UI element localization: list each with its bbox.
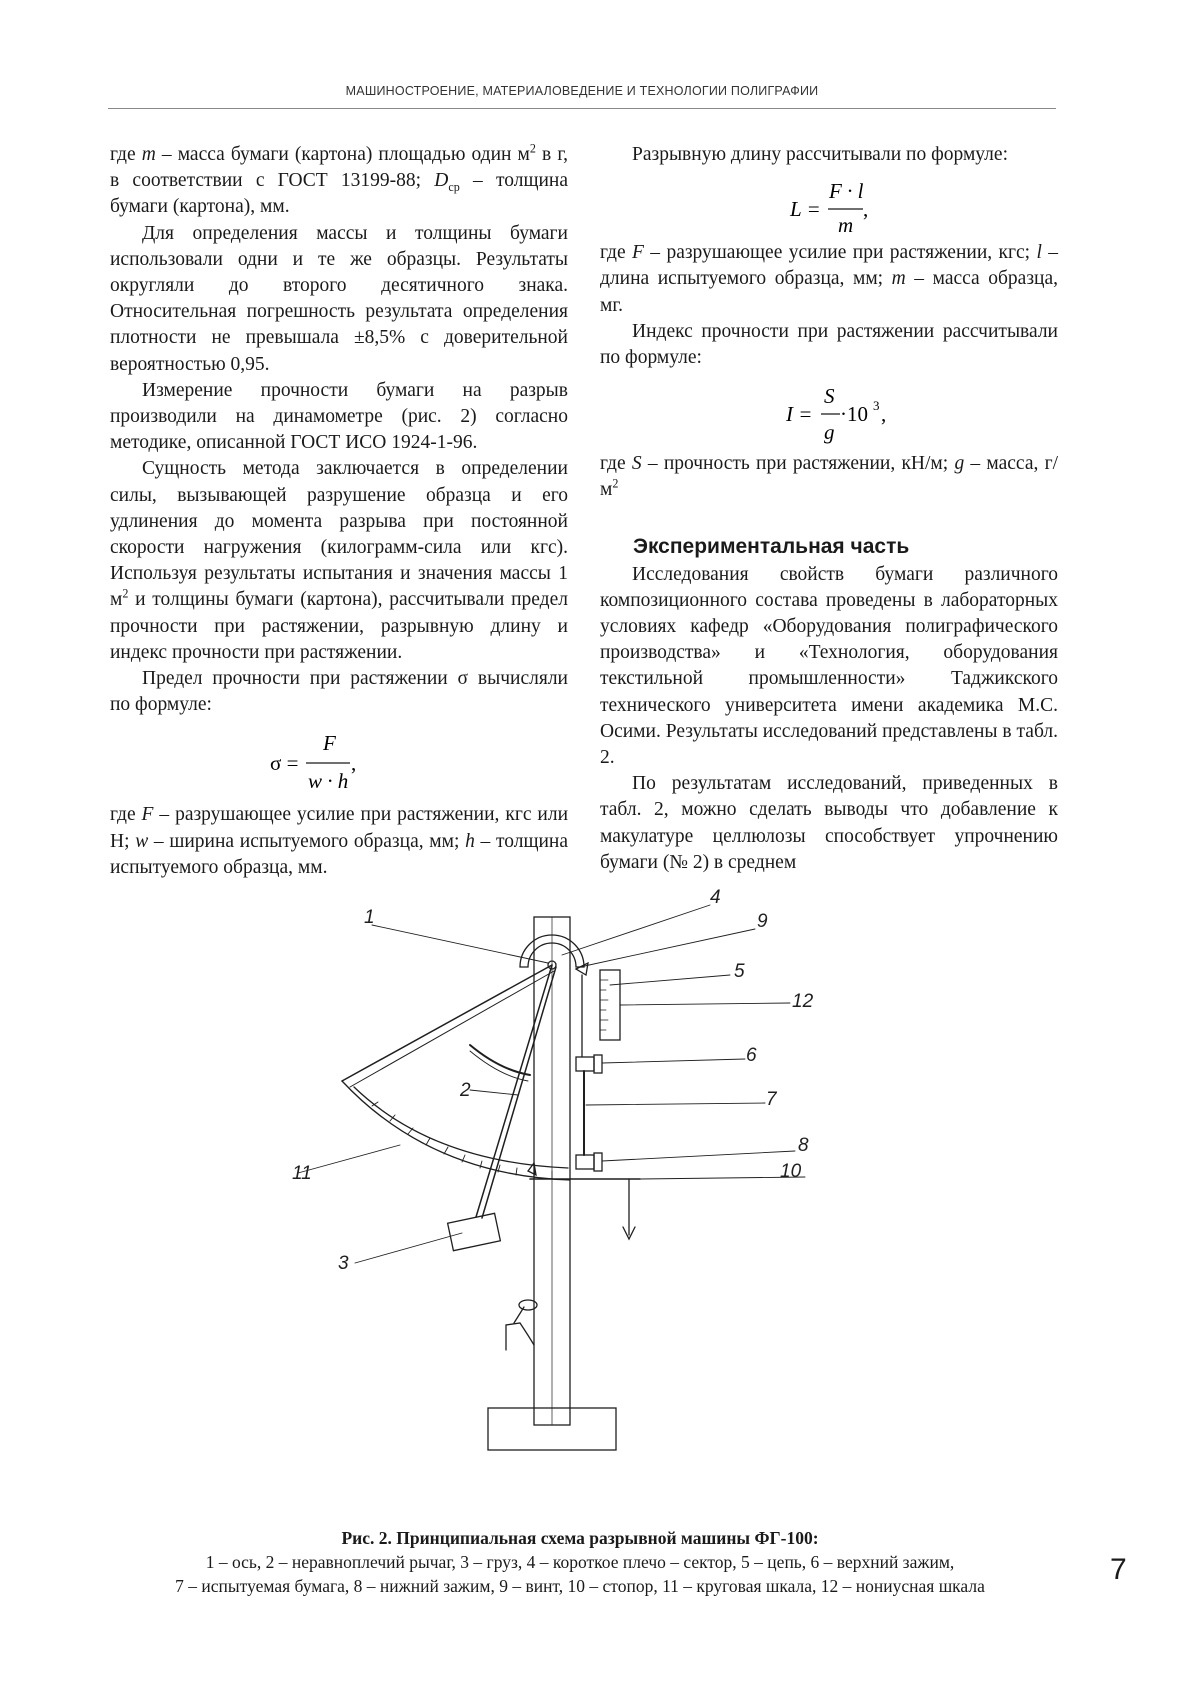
paragraph-index-vars: где S – прочность при растяжении, кН/м; g – масса, $г/м^2$ — [600, 453, 1058, 501]
formula-index-tail: , — [881, 402, 887, 427]
paragraph-length-vars: где F – разрушающее усилие при растяжении, кгс; l – длина испытуемого образца, мм; m – масса образца, мг. — [600, 242, 1059, 316]
label-10: 10 — [780, 1161, 802, 1182]
machine-column — [488, 917, 616, 1450]
paragraph-length-intro: Разрывную длину рассчитывали по формуле: — [632, 144, 1008, 165]
base-handle — [506, 1300, 537, 1350]
vernier-scale — [576, 963, 620, 1057]
formula-sigma-num: F — [323, 731, 336, 756]
formula-index-num: S — [824, 384, 835, 409]
figure-machine-schematic — [110, 887, 1070, 1525]
paragraph-conclusions: По результатам исследований, приведенных в табл. 2, можно сделать выводы что добавление к макулатуре целлюлозы способствует упрочнению бумаги (№ 2) в среднем — [600, 773, 1058, 873]
paragraph-sigma-vars: где F – разрушающее усилие при растяжении, кгс или Н; w – ширина испытуемого образца, мм; h – толщина испытуемого образца, мм. — [110, 804, 569, 878]
paragraph-dynamometer: Измерение прочности бумаги на разрыв производили на динамометре (рис. 2) согласно методике, описанной ГОСТ ИСО 1924-1-96. — [110, 379, 568, 454]
formula-length-den: m — [838, 213, 854, 238]
formula-index-den: g — [824, 420, 835, 445]
formula-sigma-den: w · h — [308, 769, 349, 794]
leader-lines — [298, 905, 805, 1263]
label-12: 12 — [792, 991, 814, 1012]
label-6: 6 — [746, 1045, 757, 1066]
label-3: 3 — [338, 1253, 349, 1274]
formula-index-exp: 3 — [873, 398, 880, 414]
paragraph-samples: Для определения массы и толщины бумаги использовали одни и те же образцы. Результаты округляли до второго десятичного знака. Относительная погрешность результата определения плотности не превышала ±8,5% с доверительной вероятностью 0,95. — [110, 222, 568, 375]
label-4: 4 — [710, 887, 721, 908]
formula-sigma — [110, 724, 568, 794]
paragraph-research: Исследования свойств бумаги различного композиционного состава проведены в лабораторных условиях кафедр «Оборудования полиграфического производства» и «Технология, оборудования текстильной промышленности» Таджикского технического университета имени академика М.С. Осими. Результаты исследований представлены в табл. 2. — [600, 563, 1058, 769]
running-header: МАШИНОСТРОЕНИЕ, МАТЕРИАЛОВЕДЕНИЕ И ТЕХНОЛОГИИ ПОЛИГРАФИИ — [345, 84, 819, 98]
pendulum-lever — [448, 965, 556, 1251]
stopper — [528, 1163, 640, 1239]
label-7: 7 — [766, 1089, 777, 1110]
formula-length-num: F · l — [829, 179, 864, 204]
paragraph-method: Сущность метода заключается в определении силы, вызывающей разрушение образца и его удлинения до момента разрыва при постоянной скорости нагружения (килограмм-сила или кгс). Используя результаты испытания и значения массы 1 $м^2$ и толщины бумаги (картона), рассчитывали предел прочности при растяжении, разрывную длину и индекс прочности при растяжении. — [110, 458, 568, 663]
clamps — [576, 1055, 602, 1171]
label-2: 2 — [460, 1080, 471, 1101]
figure-caption — [100, 1526, 1060, 1598]
paragraph-sigma-intro: Предел прочности при растяжении σ вычисляли по формуле: — [110, 668, 568, 716]
header-rule — [108, 108, 1056, 109]
formula-index-lhs: I = — [786, 402, 813, 427]
formula-sigma-lhs: σ = — [270, 751, 299, 776]
section-heading-experimental: Экспериментальная часть — [633, 534, 910, 558]
figure-caption-line2: 7 – испытуемая бумага, 8 – нижний зажим, 9 – винт, 10 – стопор, 11 – круговая шкала, 12 – нониусная шкала — [175, 1576, 985, 1596]
left-column — [110, 142, 568, 881]
paragraph-density-note: где m – масса бумаги (картона) площадью один $м^2$ в г, в соответствии с ГОСТ 13199-88; $D_{ср}$ – толщина бумаги (картона), мм. — [110, 141, 569, 218]
formula-length — [600, 170, 1058, 238]
label-11: 11 — [292, 1163, 312, 1184]
formula-sigma-tail: , — [351, 751, 357, 776]
page-number: 7 — [1110, 1553, 1127, 1586]
figure-caption-title: Рис. 2. Принципиальная схема разрывной машины ФГ-100: — [341, 1528, 819, 1548]
formula-length-lhs: L = — [790, 197, 821, 222]
circular-scale — [342, 965, 570, 1180]
label-9: 9 — [757, 911, 768, 932]
label-1: 1 — [364, 907, 375, 928]
figure-caption-line1: 1 – ось, 2 – неравноплечий рычаг, 3 – груз, 4 – короткое плечо – сектор, 5 – цепь, 6 – верхний зажим, — [205, 1552, 955, 1572]
label-8: 8 — [798, 1135, 809, 1156]
label-5: 5 — [734, 961, 745, 982]
formula-index-mult: ·10 — [840, 402, 868, 427]
paragraph-index-intro: Индекс прочности при растяжении рассчитывали по формуле: — [600, 320, 1058, 369]
formula-index — [600, 377, 1058, 443]
right-column — [600, 142, 1058, 876]
formula-length-tail: , — [863, 197, 869, 222]
